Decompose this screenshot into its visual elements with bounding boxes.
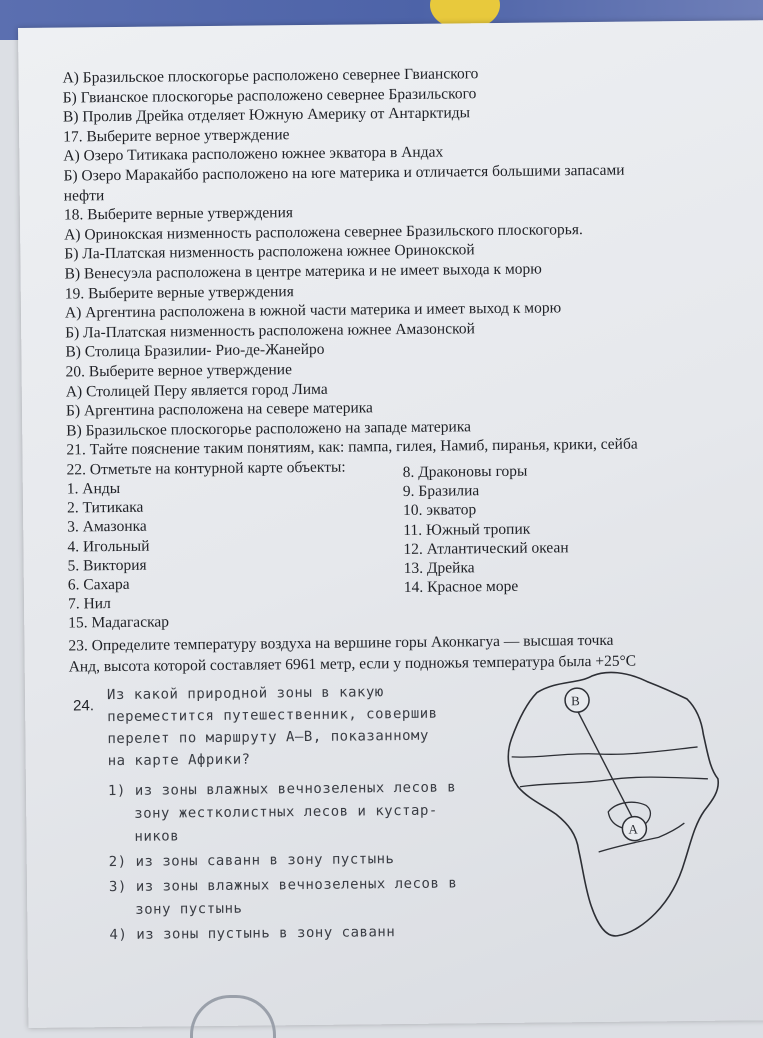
point-a-label: A <box>628 821 638 837</box>
answer-option-2-line: 2) из зоны саванн в зону пустынь <box>108 851 395 871</box>
question-24-text-line: на карте Африки? <box>107 751 251 770</box>
map-object-item: 9. Бразилиа <box>402 482 480 501</box>
text-line: 19. Выберите верные утверждения <box>64 282 294 303</box>
worksheet-page <box>18 20 763 1028</box>
text-line: 22. Отметьте на контурной карте объекты: <box>66 458 346 479</box>
text-line: А) Аргентина расположена в южной части материка и имеет выход к морю <box>64 299 562 322</box>
question-23-line: Анд, высота которой составляет 6961 метр, если у подножья температура была +25°С <box>68 652 637 676</box>
africa-map <box>497 661 730 963</box>
text-line: нефти <box>63 186 105 205</box>
map-object-item: 4. Игольный <box>67 537 150 556</box>
text-line: 18. Выберите верные утверждения <box>63 204 294 224</box>
text-line: В) Венесуэла расположена в центре материка и не имеет выхода к морю <box>64 260 542 283</box>
text-line: 20. Выберите верное утверждение <box>65 361 292 381</box>
map-object-item: 5. Виктория <box>67 556 147 575</box>
text-line: В) Столица Бразилии- Рио-де-Жанейро <box>65 341 325 361</box>
map-object-item: 2. Титикака <box>66 498 144 517</box>
answer-option-1-line: зону жестколистных лесов и кустар- <box>134 802 438 822</box>
text-line: Б) Озеро Маракайбо расположено на юге материка и отличается большими запасами <box>63 161 625 185</box>
text-line: Б) Аргентина расположена на севере материка <box>65 399 373 420</box>
map-object-item: 3. Амазонка <box>67 518 147 536</box>
question-23-line: 23. Определите температуру воздуха на вершине горы Аконкагуа — высшая точка <box>68 631 614 655</box>
text-line: Б) Ла-Платская низменность расположена южнее Оринокской <box>64 241 475 263</box>
text-line: 17. Выберите верное утверждение <box>63 125 290 146</box>
text-line: В) Пролив Дрейка отделяет Южную Америку от Антарктиды <box>62 104 471 126</box>
map-object-item: 7. Нил <box>67 595 111 613</box>
map-object-item: 1. Анды <box>66 479 121 498</box>
question-24-text-line: Из какой природной зоны в какую <box>106 684 384 704</box>
africa-outline <box>507 671 719 937</box>
text-line: А) Бразильское плоскогорье расположено севернее Гвианского <box>62 65 479 87</box>
map-object-item: 15. Мадагаскар <box>68 613 170 632</box>
question-24-text-line: переместится путешественник, совершив <box>107 705 438 726</box>
route-line <box>573 702 634 823</box>
map-object-item: 14. Красное море <box>403 577 519 597</box>
answer-option-3-line: 3) из зоны влажных вечнозеленых лесов в <box>108 875 458 896</box>
text-line: А) Столицей Перу является город Лима <box>65 380 328 401</box>
question-24-text-line: перелет по маршруту А–В, показанному <box>107 727 429 748</box>
map-object-item: 10. экватор <box>402 501 477 520</box>
answer-option-1-line: 1) из зоны влажных вечнозеленых лесов в <box>107 779 457 800</box>
point-b-label: B <box>570 693 580 709</box>
map-object-item: 6. Сахара <box>67 575 130 594</box>
map-object-item: 8. Драконовы горы <box>402 462 528 481</box>
text-line: А) Озеро Титикака расположено южнее экватора в Андах <box>63 143 444 165</box>
answer-option-4-line: 4) из зоны пустынь в зону саванн <box>109 924 396 944</box>
zone-boundary-north <box>512 747 698 757</box>
text-line: А) Оринокская низменность расположена севернее Бразильского плоскогорья. <box>64 220 583 244</box>
map-object-item: 13. Дрейка <box>403 559 475 577</box>
map-object-item: 11. Южный тропик <box>403 520 531 539</box>
text-line: 21. Тайте пояснение таким понятиям, как: пампа, гилея, Намиб, пиранья, крики, сейба <box>66 435 638 459</box>
question-24-number: 24. <box>73 697 95 715</box>
text-line: Б) Гвианское плоскогорье расположено севернее Бразильского <box>62 84 477 107</box>
text-line: Б) Ла-Платская низменность расположена южнее Амазонской <box>65 320 475 342</box>
answer-option-3-line: зону пустынь <box>135 900 243 918</box>
map-object-item: 12. Атлантический океан <box>403 539 569 558</box>
answer-option-1-line: ников <box>134 828 180 845</box>
text-line: В) Бразильское плоскогорье расположено на западе материка <box>66 418 472 440</box>
